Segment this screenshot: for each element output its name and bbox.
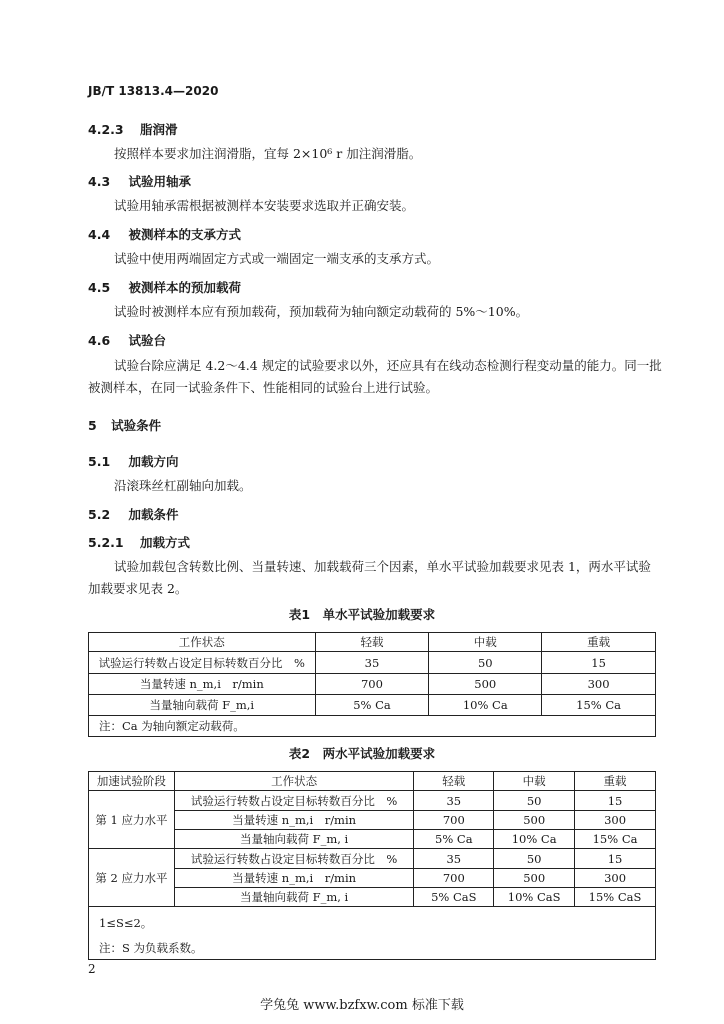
table-cell: 300 [542, 674, 656, 695]
section-number: 4.5 [88, 280, 111, 295]
section-number: 4.6 [88, 333, 111, 348]
table-cell: 10% Ca [429, 695, 542, 716]
table-header-cell: 重载 [575, 772, 656, 791]
section-5-heading [88, 416, 161, 434]
table-note: 注：Ca 为轴向额定动载荷。 [89, 716, 656, 737]
table-2-caption: 表2 两水平试验加载要求 [288, 746, 436, 761]
stage-cell: 第 1 应力水平 [89, 791, 175, 849]
table-note-range: 1≤S≤2。 [89, 907, 656, 938]
stage-cell: 第 2 应力水平 [89, 849, 175, 907]
table-cell: 35 [414, 849, 494, 869]
table-cell: 5% Ca [315, 695, 429, 716]
table-cell: 试验运行转数占设定目标转数百分比 % [174, 849, 414, 869]
table-header-cell: 轻载 [315, 633, 429, 652]
section-number: 5.1 [88, 454, 111, 469]
table-cell: 5% CaS [414, 888, 494, 907]
table-cell: 15 [575, 791, 656, 811]
table-cell: 300 [575, 811, 656, 830]
section-title: 脂润滑 [139, 122, 178, 137]
section-5-2-heading [88, 505, 179, 523]
table-cell: 700 [414, 869, 494, 888]
section-title: 试验条件 [111, 418, 162, 433]
table-cell: 当量转速 n_m,i r/min [174, 869, 414, 888]
table-cell: 15% Ca [542, 695, 656, 716]
section-number: 5 [88, 418, 97, 433]
paragraph: 沿滚珠丝杠副轴向加载。 [114, 478, 252, 493]
table-header-cell: 中载 [494, 772, 575, 791]
table-cell: 试验运行转数占设定目标转数百分比 % [89, 652, 316, 674]
table-cell: 当量转速 n_m,i r/min [89, 674, 316, 695]
paragraph: 试验中使用两端固定方式或一端固定一端支承的支承方式。 [114, 251, 440, 266]
table-1 [88, 632, 656, 737]
table-cell: 15% Ca [575, 830, 656, 849]
page-number: 2 [88, 962, 96, 976]
table-cell: 700 [414, 811, 494, 830]
section-title: 加载方向 [128, 454, 179, 469]
table-header-cell: 加速试验阶段 [89, 772, 175, 791]
table-cell: 300 [575, 869, 656, 888]
table-cell: 50 [429, 652, 542, 674]
paragraph-line: 被测样本，在同一试验条件下、性能相同的试验台上进行试验。 [88, 380, 439, 395]
section-number: 4.2.3 [88, 122, 124, 137]
table-cell: 当量轴向载荷 F_m, i [174, 830, 414, 849]
section-5-2-1-heading [88, 533, 190, 551]
section-number: 5.2 [88, 507, 111, 522]
paragraph: 按照样本要求加注润滑脂，宜每 2×10⁶ r 加注润滑脂。 [114, 146, 422, 161]
table-cell: 500 [429, 674, 542, 695]
table-cell: 当量轴向载荷 F_m, i [174, 888, 414, 907]
table-cell: 15 [542, 652, 656, 674]
table-header-cell: 工作状态 [89, 633, 316, 652]
table-cell: 15 [575, 849, 656, 869]
section-number: 5.2.1 [88, 535, 124, 550]
table-header-cell: 中载 [429, 633, 542, 652]
section-title: 加载条件 [128, 507, 179, 522]
table-cell: 35 [315, 652, 429, 674]
table-cell: 15% CaS [575, 888, 656, 907]
table-note: 注：S 为负载系数。 [89, 937, 656, 960]
section-title: 被测样本的支承方式 [128, 227, 242, 242]
table-cell: 10% Ca [494, 830, 575, 849]
section-title: 试验台 [128, 333, 167, 348]
section-4-5-heading [88, 278, 241, 296]
table-header-cell: 工作状态 [174, 772, 414, 791]
section-4-6-heading [88, 331, 166, 349]
paragraph-line: 试验加载包含转数比例、当量转速、加载载荷三个因素，单水平试验加载要求见表 1，两水平试验 [114, 559, 651, 574]
table-cell: 500 [494, 811, 575, 830]
table-header-cell: 轻载 [414, 772, 494, 791]
table-cell: 700 [315, 674, 429, 695]
section-4-3-heading [88, 172, 191, 190]
standard-number-header: JB/T 13813.4—2020 [88, 84, 219, 98]
table-cell: 当量轴向载荷 F_m,i [89, 695, 316, 716]
table-1-caption: 表1 单水平试验加载要求 [288, 607, 436, 622]
table-cell: 5% Ca [414, 830, 494, 849]
section-number: 4.3 [88, 174, 111, 189]
table-cell: 当量转速 n_m,i r/min [174, 811, 414, 830]
section-4-2-3-heading [88, 120, 177, 138]
paragraph-line: 加载要求见表 2。 [88, 581, 188, 596]
section-title: 被测样本的预加载荷 [128, 280, 242, 295]
table-2 [88, 771, 656, 960]
section-5-1-heading [88, 452, 179, 470]
paragraph-line: 试验台除应满足 4.2～4.4 规定的试验要求以外，还应具有在线动态检测行程变动量的能力。同一批 [114, 358, 662, 373]
table-cell: 500 [494, 869, 575, 888]
table-cell: 35 [414, 791, 494, 811]
table-cell: 50 [494, 791, 575, 811]
watermark-footer: 学兔兔 www.bzfxw.com 标准下载 [260, 998, 464, 1013]
table-cell: 50 [494, 849, 575, 869]
table-header-cell: 重载 [542, 633, 656, 652]
section-number: 4.4 [88, 227, 111, 242]
paragraph: 试验时被测样本应有预加载荷，预加载荷为轴向额定动载荷的 5%～10%。 [114, 304, 529, 319]
section-title: 加载方式 [139, 535, 190, 550]
table-cell: 10% CaS [494, 888, 575, 907]
section-title: 试验用轴承 [128, 174, 192, 189]
paragraph: 试验用轴承需根据被测样本安装要求选取并正确安装。 [114, 198, 415, 213]
section-4-4-heading [88, 225, 241, 243]
table-cell: 试验运行转数占设定目标转数百分比 % [174, 791, 414, 811]
